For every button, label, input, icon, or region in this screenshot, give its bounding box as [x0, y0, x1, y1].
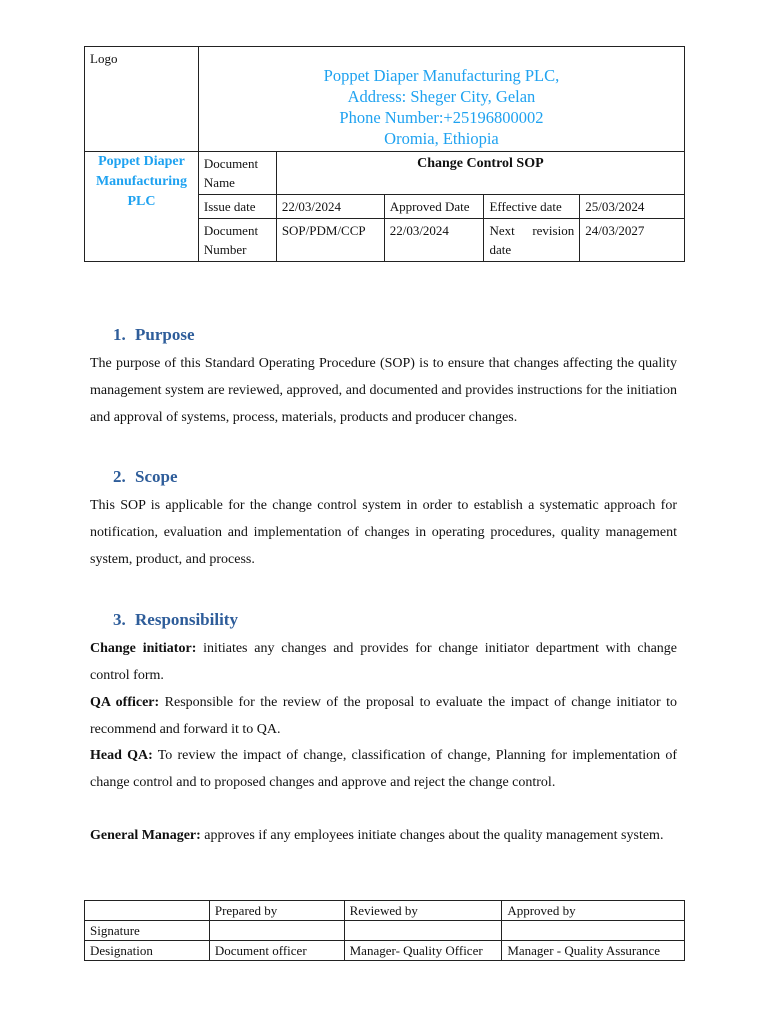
signature-cell-reviewed: [344, 921, 502, 941]
section-number: 1.: [113, 325, 126, 344]
company-phone: Phone Number:+25196800002: [339, 108, 544, 127]
signature-table: [84, 900, 685, 961]
role-label: Head QA:: [90, 748, 153, 763]
table-row: [85, 921, 685, 941]
role-label: QA officer:: [90, 695, 160, 710]
next-revision-value: 24/03/2027: [580, 219, 685, 262]
section-number: 3.: [113, 610, 126, 629]
table-header-approved-by: Approved by: [502, 901, 685, 921]
approved-date-value: 22/03/2024: [384, 219, 484, 262]
issue-date-label: Issue date: [198, 195, 276, 219]
section-title: Responsibility: [135, 610, 238, 629]
issue-date-value: 22/03/2024: [276, 195, 384, 219]
designation-approved: Manager - Quality Assurance: [502, 941, 685, 961]
scope-paragraph: This SOP is applicable for the change control system in order to establish a systematic approach for notification, evaluation and implementation of changes in operating procedures, quality management system, product, and process.: [90, 498, 677, 567]
section-title: Scope: [135, 467, 178, 486]
company-address: Address: Sheger City, Gelan: [347, 87, 536, 106]
section-title: Purpose: [135, 325, 195, 344]
next-revision-label: Next revision date: [484, 219, 580, 262]
designation-row-label: Designation: [85, 941, 210, 961]
role-label: General Manager:: [90, 828, 201, 843]
role-description: initiates any changes and provides for change initiator department with change control form.: [90, 641, 678, 683]
document-name-label: Document Name: [198, 152, 276, 195]
document-header-table: [84, 46, 685, 262]
table-header-prepared-by: Prepared by: [209, 901, 344, 921]
role-description: approves if any employees initiate changes about the quality management system.: [204, 828, 664, 843]
document-number-label: Document Number: [198, 219, 276, 262]
logo-placeholder: Logo: [85, 47, 199, 152]
table-row: [85, 941, 685, 961]
role-description: To review the impact of change, classification of change, Planning for implementation of change control and to proposed changes and approve and reject the change control.: [90, 748, 678, 790]
section-heading-scope: [113, 466, 178, 488]
role-description: Responsible for the review of the proposal to evaluate the impact of change initiator to recommend and forward it to QA.: [90, 695, 678, 737]
responsibility-change-initiator: [90, 635, 677, 689]
section-number: 2.: [113, 467, 126, 486]
company-region: Oromia, Ethiopia: [384, 129, 499, 148]
table-row: [85, 901, 685, 921]
effective-date-label: Effective date: [484, 195, 580, 219]
role-label: Change initiator:: [90, 641, 197, 656]
purpose-paragraph: The purpose of this Standard Operating Procedure (SOP) is to ensure that changes affecting the quality management system are reviewed, approved, and documented and provides instructions for the initiation and approval of systems, process, materials, products and producer changes.: [90, 356, 677, 425]
section-heading-responsibility: [113, 609, 238, 631]
table-cell: [85, 901, 210, 921]
approved-date-label: Approved Date: [384, 195, 484, 219]
company-name: Poppet Diaper Manufacturing PLC,: [323, 66, 560, 85]
designation-reviewed: Manager- Quality Officer: [344, 941, 502, 961]
document-number-value: SOP/PDM/CCP: [276, 219, 384, 262]
company-info: [198, 47, 684, 152]
signature-row-label: Signature: [85, 921, 210, 941]
effective-date-value: 25/03/2024: [580, 195, 685, 219]
signature-cell-prepared: [209, 921, 344, 941]
table-header-reviewed-by: Reviewed by: [344, 901, 502, 921]
signature-cell-approved: [502, 921, 685, 941]
responsibility-qa-officer: [90, 689, 677, 743]
document-name-value: Change Control SOP: [276, 152, 684, 195]
responsibility-general-manager: [90, 822, 677, 849]
company-short-name: Poppet Diaper Manufacturing PLC: [85, 152, 199, 262]
section-heading-purpose: [113, 324, 195, 346]
designation-prepared: Document officer: [209, 941, 344, 961]
responsibility-head-qa: [90, 742, 677, 796]
